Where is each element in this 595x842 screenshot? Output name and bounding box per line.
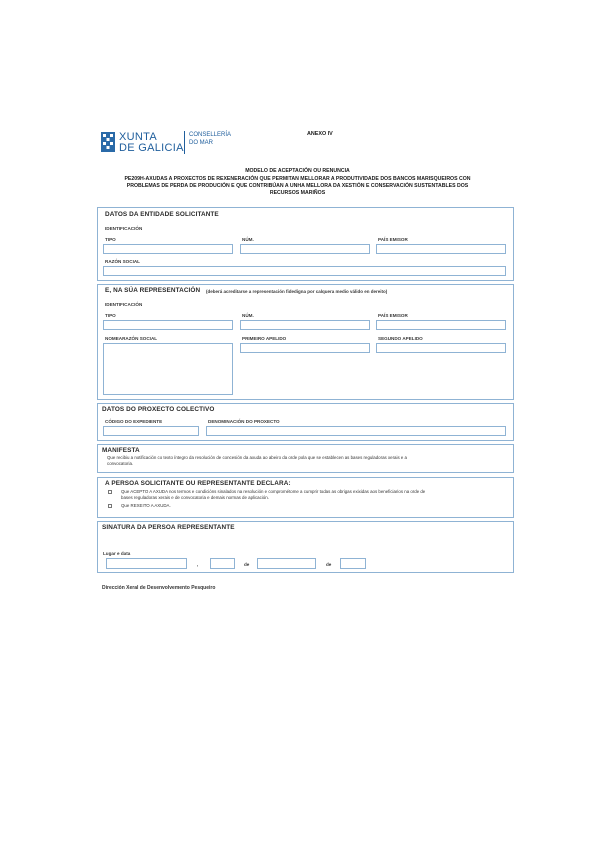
manifest-title: MANIFESTA: [102, 447, 140, 454]
accept-checkbox[interactable]: [108, 490, 112, 494]
applicant-num-field[interactable]: [240, 244, 370, 254]
xunta-emblem-icon: [100, 131, 116, 153]
logo-divider: [184, 131, 185, 154]
reject-checkbox[interactable]: [108, 504, 112, 508]
representative-surname2-field[interactable]: [376, 343, 506, 353]
de-sep-2: de: [326, 562, 332, 567]
representative-type-label: TIPO: [105, 313, 116, 318]
representative-name-label: NOMEARAZÓN SOCIAL: [105, 336, 158, 341]
project-name-label: DENOMINACIÓN DO PROXECTO: [208, 419, 280, 424]
doc-title: MODELO DE ACEPTACIÓN OU RENUNCIA: [245, 168, 350, 174]
applicant-company-label: RAZÓN SOCIAL: [105, 259, 140, 264]
project-file-code-label: CÓDIGO DO EXPEDIENTE: [105, 419, 163, 424]
representative-type-field[interactable]: [103, 320, 233, 330]
dept-line2: DO MAR: [189, 140, 213, 146]
annex-label: ANEXO IV: [307, 131, 333, 137]
applicant-title: DATOS DA ENTIDADE SOLICITANTE: [105, 211, 219, 218]
doc-subtitle-1: PE209H-AXUDAS A PROXECTOS DE REXENERACIÓN QUE PERMITAN MELLORAR A PRODUTIVIDADE DOS BANCOS MARISQUEIROS CON: [124, 176, 471, 182]
applicant-type-field[interactable]: [103, 244, 233, 254]
applicant-country-label: PAÍS EMISOR: [378, 237, 408, 242]
representative-num-field[interactable]: [240, 320, 370, 330]
applicant-company-field[interactable]: [103, 266, 506, 276]
footer-text: Dirección Xeral de Desenvolvemento Pesqueiro: [102, 585, 216, 591]
applicant-num-label: NÚM.: [242, 237, 254, 242]
project-name-field[interactable]: [206, 426, 506, 436]
doc-subtitle-2: PROBLEMAS DE PERDA DE PRODUCIÓN E QUE CONTRIBÚAN A UNHA MELLORA DA XESTIÓN E CONSERVACIÓN SUSTENTABLES DOS: [126, 183, 469, 189]
accept-option-text-2: bases reguladoras xerais e de convocatoria e demais normas de aplicación.: [121, 495, 269, 500]
project-file-code-field[interactable]: [103, 426, 199, 436]
representative-num-label: NÚM.: [242, 313, 254, 318]
representative-title-note: (deberá acreditarse a representación fidedigna por calquera medio válido en dereito): [206, 289, 388, 294]
applicant-country-field[interactable]: [376, 244, 506, 254]
day-field[interactable]: [210, 558, 235, 569]
place-field[interactable]: [106, 558, 187, 569]
logo-line2: DE GALICIA: [119, 142, 184, 154]
representative-surname2-label: SEGUNDO APELIDO: [378, 336, 423, 341]
logo-line1: XUNTA: [119, 131, 157, 143]
representative-name-field[interactable]: [103, 343, 233, 395]
representative-surname1-field[interactable]: [240, 343, 370, 353]
representative-country-label: PAÍS EMISOR: [378, 313, 408, 318]
applicant-type-label: TIPO: [105, 237, 116, 242]
year-field[interactable]: [340, 558, 366, 569]
declaration-title: A PERSOA SOLICITANTE OU REPRESENTANTE DECLARA:: [105, 480, 291, 487]
comma-sep: ,: [197, 562, 199, 567]
signature-title: SINATURA DA PERSOA REPRESENTANTE: [102, 524, 235, 531]
representative-identification: IDENTIFICACIÓN: [105, 302, 143, 307]
doc-subtitle-3: RECURSOS MARIÑOS: [269, 190, 326, 196]
representative-title: E, NA SÚA REPRESENTACIÓN: [105, 287, 201, 294]
xunta-logo: [100, 131, 116, 153]
reject-option-text: Que REXEITO A AXUDA.: [121, 503, 171, 508]
manifest-text-2: convocatoria.: [107, 461, 134, 466]
representative-surname1-label: PRIMEIRO APELIDO: [242, 336, 287, 341]
representative-country-field[interactable]: [376, 320, 506, 330]
month-field[interactable]: [257, 558, 316, 569]
accept-option-text-1: Que ACEPTO A AXUDA nos termos e condicións sinalados na resolución e comprométome a cumprir todas as obrigas exixidas aos beneficiarios na orde de: [121, 489, 426, 494]
de-sep-1: de: [244, 562, 250, 567]
applicant-identification: IDENTIFICACIÓN: [105, 226, 143, 231]
dept-line1: CONSELLERÍA: [189, 132, 232, 138]
place-date-label: Lugar e data: [103, 551, 131, 556]
project-title: DATOS DO PROXECTO COLECTIVO: [102, 406, 215, 413]
manifest-text-1: Que recibiu a notificación co texto íntegro da resolución de concesión da axuda ao abeiro da orde pola que se establecen as bases reguladoras xerais e a: [107, 455, 407, 460]
